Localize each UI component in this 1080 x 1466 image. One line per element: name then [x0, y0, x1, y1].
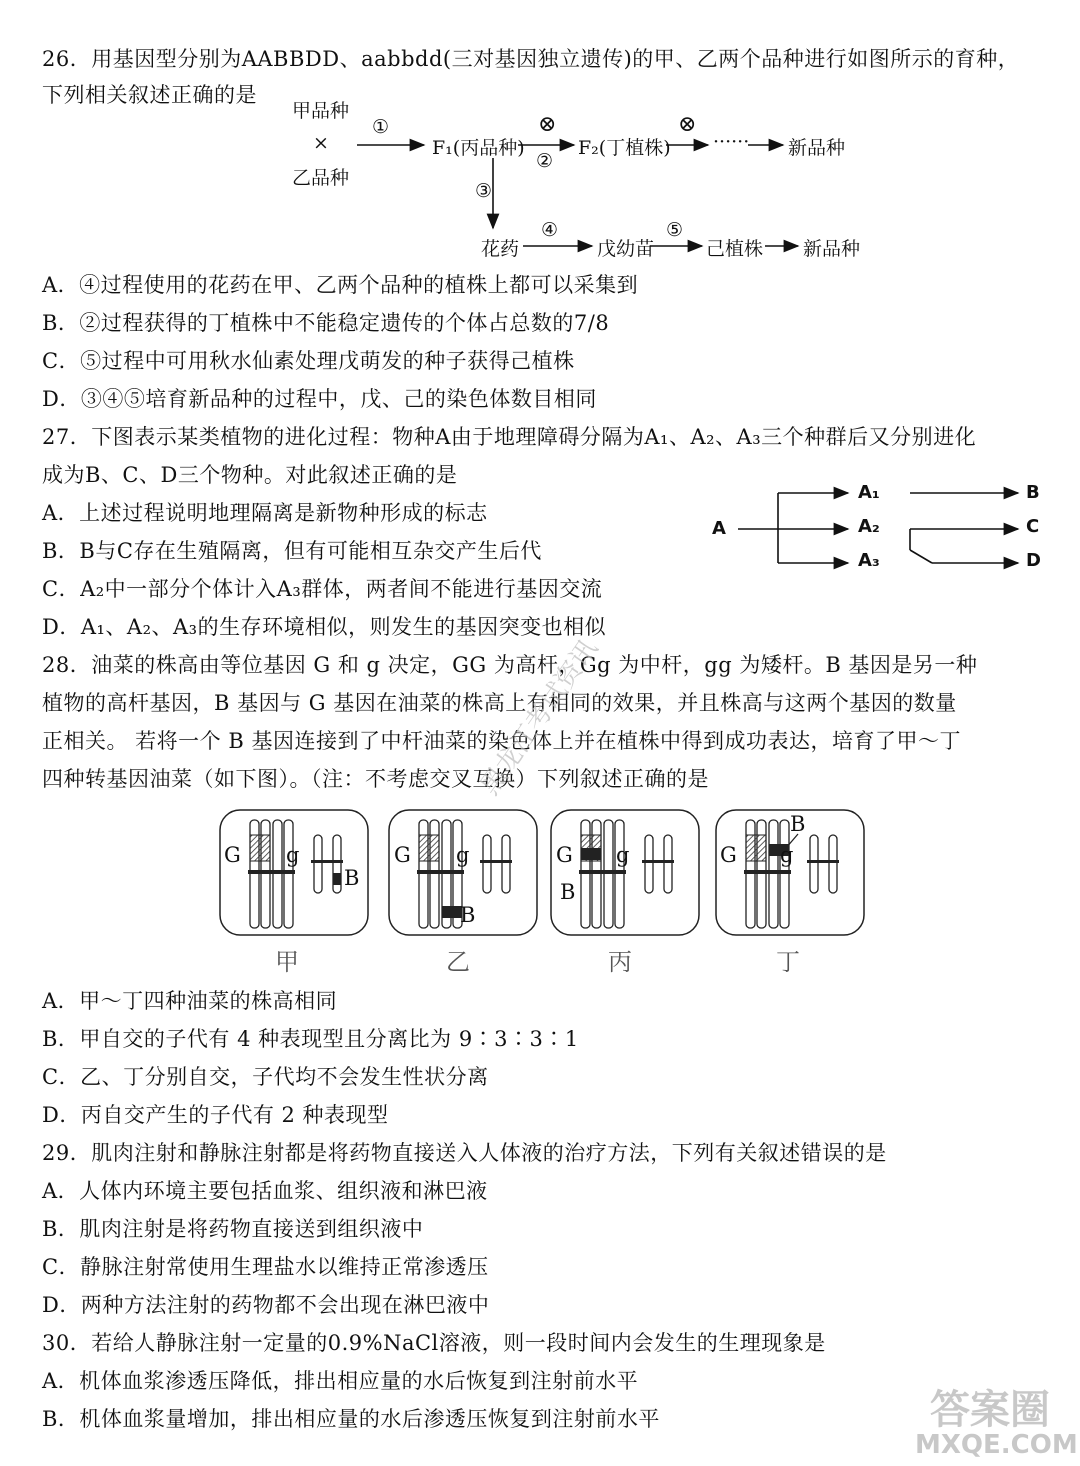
jia-label-B: B — [344, 866, 360, 890]
q29-option-b: B．肌肉注射是将药物直接送到组织液中 — [42, 1217, 424, 1241]
diagram-yi: 乙品种 — [292, 167, 350, 189]
q29-stem: 29．肌肉注射和静脉注射都是将药物直接送入人体液的治疗方法，下列有关叙述错误的是 — [42, 1141, 887, 1165]
evo-label-a1: A₁ — [858, 482, 880, 503]
watermark-text: 黑龙江考试资讯 — [474, 634, 604, 801]
ding-label-B: B — [790, 812, 806, 836]
caption-bing: 丙 — [608, 948, 632, 976]
jia-label-g: g — [286, 843, 300, 867]
evo-label-a2: A₂ — [858, 516, 880, 537]
q27-option-d: D．A₁、A₂、A₃的生存环境相似，则发生的基因突变也相似 — [42, 615, 607, 639]
evo-label-c: C — [1026, 516, 1040, 537]
q26-stem-line2: 下列相关叙述正确的是 — [42, 83, 257, 107]
diagram-f1: F₁(丙品种) — [432, 137, 525, 159]
q28-stem-line3: 正相关。 若将一个 B 基因连接到了中杆油菜的染色体上并在植株中得到成功表达，培育了甲～丁 — [42, 729, 961, 753]
diagram-wu: 戊幼苗 — [597, 238, 655, 260]
q27-stem-line1: 27．下图表示某类植物的进化过程：物种A由于地理障碍分隔为A₁、A₂、A₃三个种群后又分别进化 — [42, 425, 977, 449]
diagram-step1: ① — [372, 116, 390, 138]
q27-option-a: A．上述过程说明地理隔离是新物种形成的标志 — [42, 501, 488, 525]
q26-option-c: C．⑤过程中可用秋水仙素处理戊萌发的种子获得己植株 — [42, 349, 575, 373]
q29-option-d: D．两种方法注射的药物都不会出现在淋巴液中 — [42, 1293, 490, 1317]
q28-option-d: D．丙自交产生的子代有 2 种表现型 — [42, 1103, 389, 1127]
q30-option-b: B．机体血浆量增加，排出相应量的水后渗透压恢复到注射前水平 — [42, 1407, 660, 1431]
ding-label-G: G — [720, 843, 737, 867]
ding-label-g: g — [780, 843, 794, 867]
q28-option-c: C．乙、丁分别自交，子代均不会发生性状分离 — [42, 1065, 489, 1089]
diagram-arrows — [0, 0, 1080, 280]
diagram-f2: F₂(丁植株) — [578, 137, 671, 159]
q28-option-b: B．甲自交的子代有 4 种表现型且分离比为 9∶3∶3∶1 — [42, 1027, 579, 1051]
bing-label-B: B — [560, 880, 576, 904]
diagram-self2: ⊗ — [678, 112, 697, 137]
diagram-jia: 甲品种 — [292, 100, 350, 122]
jia-label-G: G — [224, 843, 241, 867]
q29-option-c: C．静脉注射常使用生理盐水以维持正常渗透压 — [42, 1255, 489, 1279]
diagram-step5: ⑤ — [666, 219, 684, 241]
q28-stem-line2: 植物的高杆基因，B 基因与 G 基因在油菜的株高上有相同的效果，并且株高与这两个基因的数量 — [42, 691, 957, 715]
bing-label-g: g — [616, 843, 630, 867]
evo-label-a3: A₃ — [858, 550, 880, 571]
q29-option-a: A．人体内环境主要包括血浆、组织液和淋巴液 — [42, 1179, 488, 1203]
evo-label-a: A — [712, 518, 726, 539]
diagram-new1: 新品种 — [788, 137, 846, 159]
q27-stem-line2: 成为B、C、D三个物种。对此叙述正确的是 — [42, 463, 458, 487]
diagram-dots: ······ — [713, 131, 750, 153]
diagram-cross: × — [313, 132, 329, 154]
watermark-url: MXQE.COM — [915, 1430, 1078, 1460]
diagram-step4: ④ — [541, 219, 559, 241]
diagram-self1: ⊗ — [538, 112, 557, 137]
bing-label-G: G — [556, 843, 573, 867]
q28-option-a: A．甲～丁四种油菜的株高相同 — [42, 989, 338, 1013]
q28-stem-line4: 四种转基因油菜（如下图）。（注：不考虑交叉互换）下列叙述正确的是 — [42, 767, 709, 791]
q26-option-b: B．②过程获得的丁植株中不能稳定遗传的个体占总数的7/8 — [42, 311, 610, 335]
diagram-ji: 己植株 — [706, 238, 764, 260]
q26-option-d: D．③④⑤培育新品种的过程中，戊、己的染色体数目相同 — [42, 387, 597, 411]
diagram-step2: ② — [536, 150, 554, 172]
yi-label-B: B — [460, 903, 476, 927]
yi-label-g: g — [456, 843, 470, 867]
caption-ding: 丁 — [776, 948, 800, 976]
yi-label-G: G — [394, 843, 411, 867]
q26-option-a: A．④过程使用的花药在甲、乙两个品种的植株上都可以采集到 — [42, 273, 639, 297]
watermark-logo: 答案圈 — [930, 1387, 1050, 1433]
diagram-new2: 新品种 — [803, 238, 861, 260]
diagram-huayao: 花药 — [481, 238, 520, 260]
caption-yi: 乙 — [446, 948, 470, 976]
q30-option-a: A．机体血浆渗透压降低，排出相应量的水后恢复到注射前水平 — [42, 1369, 639, 1393]
panel-bing — [551, 810, 699, 935]
q30-stem: 30．若给人静脉注射一定量的0.9%NaCl溶液，则一段时间内会发生的生理现象是 — [42, 1331, 826, 1355]
q26-stem-line1: 26．用基因型分别为AABBDD、aabbdd(三对基因独立遗传)的甲、乙两个品种进行如图所示的育种， — [42, 47, 1020, 71]
evo-label-d: D — [1026, 550, 1041, 571]
q27-option-c: C．A₂中一部分个体计入A₃群体，两者间不能进行基因交流 — [42, 577, 603, 601]
caption-jia: 甲 — [275, 948, 299, 976]
q28-stem-line1: 28．油菜的株高由等位基因 G 和 g 决定，GG 为高杆，Gg 为中杆，gg 为矮杆。B 基因是另一种 — [42, 653, 978, 677]
q27-option-b: B．B与C存在生殖隔离，但有可能相互杂交产生后代 — [42, 539, 542, 563]
chromosome-panels — [0, 800, 1080, 950]
diagram-step3: ③ — [475, 180, 493, 202]
evo-arrows — [700, 470, 1070, 580]
evo-label-b: B — [1026, 482, 1040, 503]
